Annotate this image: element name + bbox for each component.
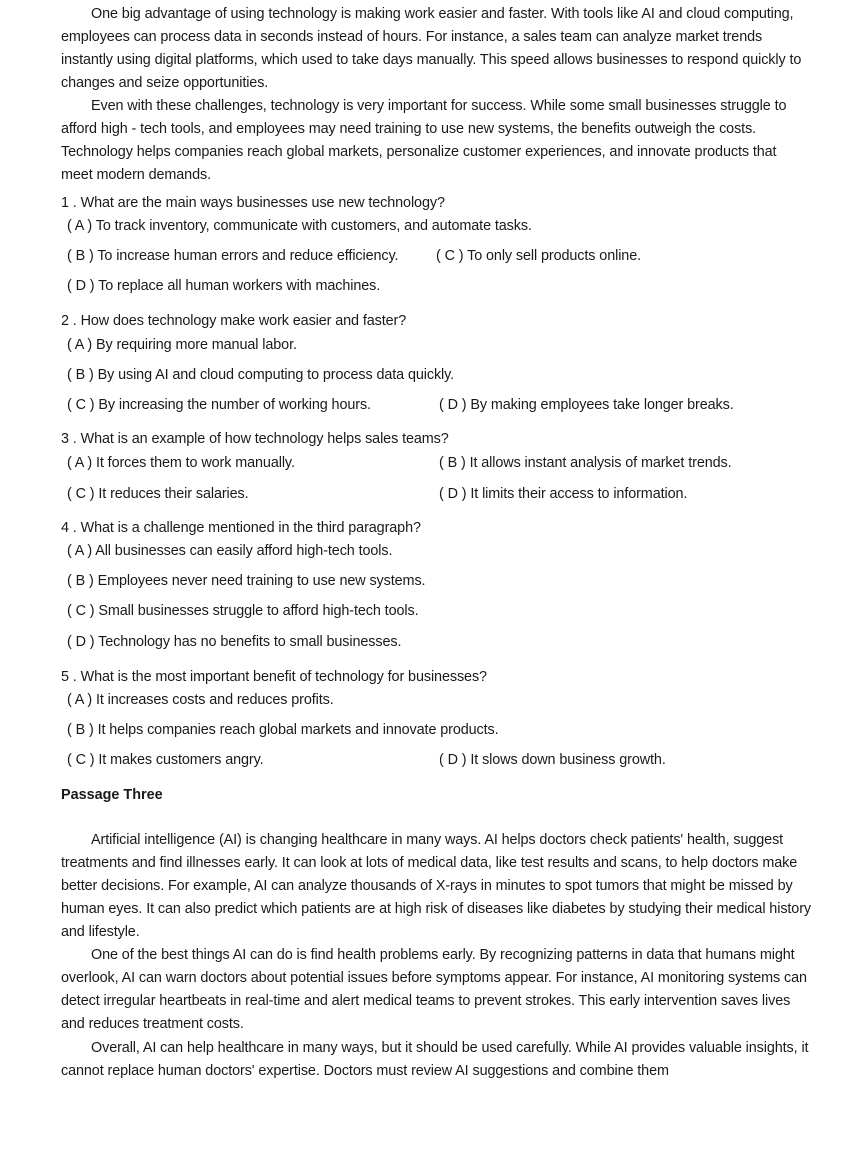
passage-three-paragraph-early-detection: One of the best things AI can do is find health problems early. By recognizing patterns in data that humans might overlook, AI can warn doctors about potential issues before symptoms appear. For instance, AI monitoring systems can detect irregular heartbeats in real-time and alert medical teams to prevent strokes. This early intervention saves lives and reduces treatment costs. xyxy=(61,947,807,1032)
passage-three-heading: Passage Three xyxy=(61,787,163,803)
passage-three-paragraph-overall: Overall, AI can help healthcare in many ways, but it should be used carefully. While AI provides valuable insights, it cannot replace human doctors' expertise. Doctors must review AI suggestions and combine them xyxy=(61,1040,809,1079)
question-5-option-c[interactable]: ( C ) It makes customers angry. xyxy=(67,752,264,768)
passage-two-paragraph-advantage: One big advantage of using technology is making work easier and faster. With tools like AI and cloud computing, employees can process data in seconds instead of hours. For instance, a sales team can analyze market trends instantly using digital platforms, which used to take days manually. This speed allows businesses to respond quickly to changes and seize opportunities. xyxy=(61,6,802,91)
question-2-option-d[interactable]: ( D ) By making employees take longer breaks. xyxy=(439,397,734,413)
question-2-stem: 2 . How does technology make work easier and faster? xyxy=(61,313,407,329)
question-4-option-a[interactable]: ( A ) All businesses can easily afford high-tech tools. xyxy=(67,543,393,559)
passage-two-paragraph-challenges: Even with these challenges, technology is very important for success. While some small businesses struggle to afford high - tech tools, and employees may need training to use new systems, the benefits outweigh the costs. Technology helps companies reach global markets, personalize customer experiences, and innovate products that meet modern demands. xyxy=(61,98,787,183)
question-3-option-d[interactable]: ( D ) It limits their access to information. xyxy=(439,486,688,502)
question-5-option-b[interactable]: ( B ) It helps companies reach global markets and innovate products. xyxy=(67,722,499,738)
question-4-stem: 4 . What is a challenge mentioned in the third paragraph? xyxy=(61,520,421,536)
question-4-option-c[interactable]: ( C ) Small businesses struggle to afford high-tech tools. xyxy=(67,603,419,619)
question-4-option-b[interactable]: ( B ) Employees never need training to use new systems. xyxy=(67,573,426,589)
question-2-option-a[interactable]: ( A ) By requiring more manual labor. xyxy=(67,337,297,353)
question-2-option-b[interactable]: ( B ) By using AI and cloud computing to process data quickly. xyxy=(67,367,455,383)
question-3-option-b[interactable]: ( B ) It allows instant analysis of market trends. xyxy=(439,455,732,471)
question-5-option-a[interactable]: ( A ) It increases costs and reduces profits. xyxy=(67,692,334,708)
passage-three-paragraph-intro: Artificial intelligence (AI) is changing healthcare in many ways. AI helps doctors check patients' health, suggest treatments and find illnesses early. It can look at lots of medical data, like test results and scans, to help doctors make better decisions. For example, AI can analyze thousands of X-rays in minutes to spot tumors that might be missed by human eyes. It can also predict which patients are at high risk of diseases like diabetes by studying their medical history and lifestyle. xyxy=(61,832,811,940)
question-1-option-c[interactable]: ( C ) To only sell products online. xyxy=(436,248,641,264)
question-3-stem: 3 . What is an example of how technology helps sales teams? xyxy=(61,431,449,447)
question-2-option-c[interactable]: ( C ) By increasing the number of working hours. xyxy=(67,397,371,413)
question-1-option-b[interactable]: ( B ) To increase human errors and reduce efficiency. xyxy=(67,248,399,264)
question-5-option-d[interactable]: ( D ) It slows down business growth. xyxy=(439,752,666,768)
question-4-option-d[interactable]: ( D ) Technology has no benefits to small businesses. xyxy=(67,634,402,650)
question-3-option-c[interactable]: ( C ) It reduces their salaries. xyxy=(67,486,249,502)
question-3-option-a[interactable]: ( A ) It forces them to work manually. xyxy=(67,455,295,471)
question-1-option-d[interactable]: ( D ) To replace all human workers with machines. xyxy=(67,278,381,294)
question-1-option-a[interactable]: ( A ) To track inventory, communicate with customers, and automate tasks. xyxy=(67,218,532,234)
question-1-stem: 1 . What are the main ways businesses use new technology? xyxy=(61,195,445,211)
question-5-stem: 5 . What is the most important benefit of technology for businesses? xyxy=(61,669,487,685)
